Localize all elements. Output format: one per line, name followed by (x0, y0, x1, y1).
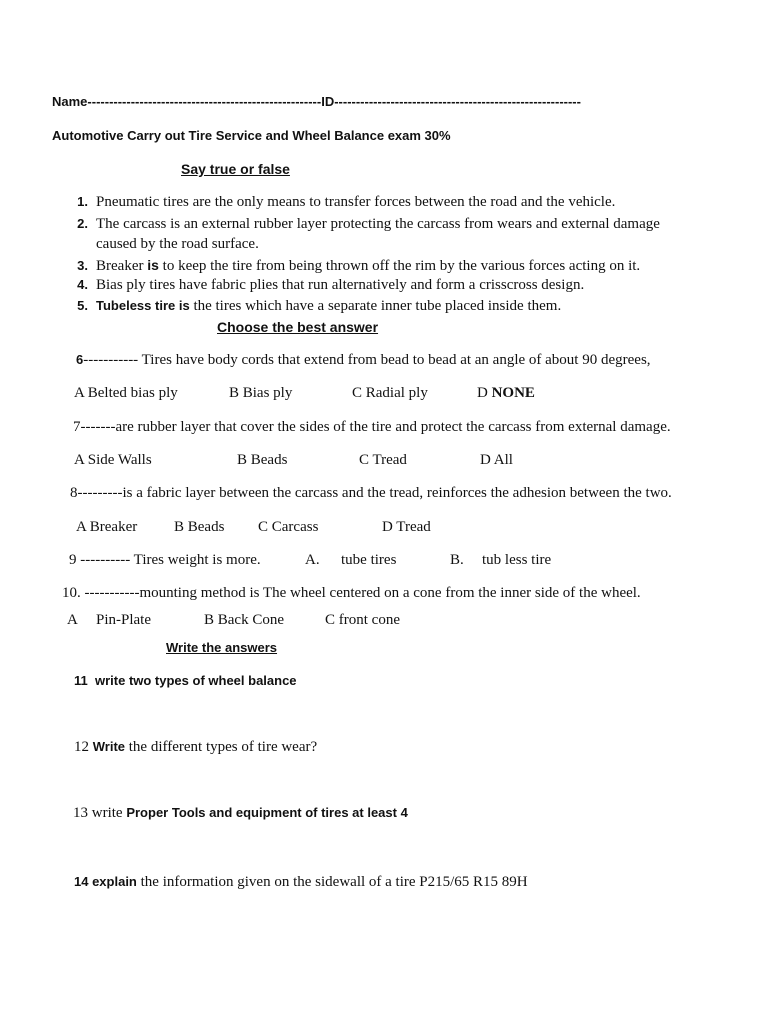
name-blank: ------------------------------------------------------ (87, 94, 322, 109)
q6-option-c: C Radial ply (352, 385, 428, 401)
q9-option-b: tub less tire (482, 552, 552, 568)
true-false-item-3: 3. Breaker is to keep the tire from being thrown off the rim by the various forces acting on it. (77, 257, 641, 274)
exam-title: Automotive Carry out Tire Service and Wheel Balance exam 30% (52, 128, 451, 143)
question-13: 13 write Proper Tools and equipment of tires at least 4 (73, 805, 408, 821)
q9-option-b-letter: B. (450, 552, 464, 568)
q7-option-c: C Tread (359, 452, 407, 468)
q10-option-a-letter: A (67, 612, 78, 628)
question-6: 6----------- Tires have body cords that extend from bead to bead at an angle of about 90 degrees, (76, 352, 651, 368)
q8-option-b: B Beads (174, 519, 225, 535)
q7-option-a: A Side Walls (74, 452, 152, 468)
section-true-false-heading: Say true or false (181, 161, 290, 177)
section-write-answers-heading: Write the answers (166, 640, 278, 655)
id-label: ID (321, 94, 335, 109)
true-false-item-2-continued: caused by the road surface. (96, 236, 259, 252)
q10-option-a: Pin-Plate (96, 612, 151, 628)
true-false-item-4: 4. Bias ply tires have fabric plies that run alternatively and form a crisscross design. (77, 277, 585, 293)
true-false-item-5: 5. Tubeless tire is the tires which have a separate inner tube placed inside them. (77, 298, 562, 314)
q6-option-b: B Bias ply (229, 385, 293, 401)
true-false-item-2: 2. The carcass is an external rubber layer protecting the carcass from wears and external damage (77, 216, 660, 232)
q6-option-d: D NONE (477, 385, 535, 401)
q10-option-c: C front cone (325, 612, 400, 628)
q8-option-d: D Tread (382, 519, 431, 535)
q7-option-b: B Beads (237, 452, 288, 468)
q8-option-a: A Breaker (76, 519, 138, 535)
q8-option-c: C Carcass (258, 519, 319, 535)
question-14: 14 explain the information given on the sidewall of a tire P215/65 R15 89H (74, 874, 528, 890)
question-12: 12 Write the different types of tire wear? (74, 739, 318, 755)
question-10: 10. -----------mounting method is The wheel centered on a cone from the inner side of the wheel. (62, 585, 641, 601)
question-8: 8---------is a fabric layer between the carcass and the tread, reinforces the adhesion between the two. (70, 485, 672, 501)
q6-option-a: A Belted bias ply (74, 385, 178, 401)
question-11: 11 write two types of wheel balance (74, 673, 297, 688)
q9-option-a-letter: A. (305, 552, 320, 568)
q7-option-d: D All (480, 452, 513, 468)
name-id-line (52, 94, 581, 109)
q9-option-a: tube tires (341, 552, 397, 568)
id-blank: --------------------------------------------------------- (334, 94, 581, 109)
question-9: 9 ---------- Tires weight is more. (69, 552, 261, 568)
true-false-item-1: 1. Pneumatic tires are the only means to transfer forces between the road and the vehicle. (77, 194, 616, 210)
section-multiple-choice-heading: Choose the best answer (217, 319, 379, 335)
question-7: 7-------are rubber layer that cover the sides of the tire and protect the carcass from external damage. (73, 419, 671, 435)
name-label: Name (52, 94, 88, 109)
q10-option-b: B Back Cone (204, 612, 284, 628)
